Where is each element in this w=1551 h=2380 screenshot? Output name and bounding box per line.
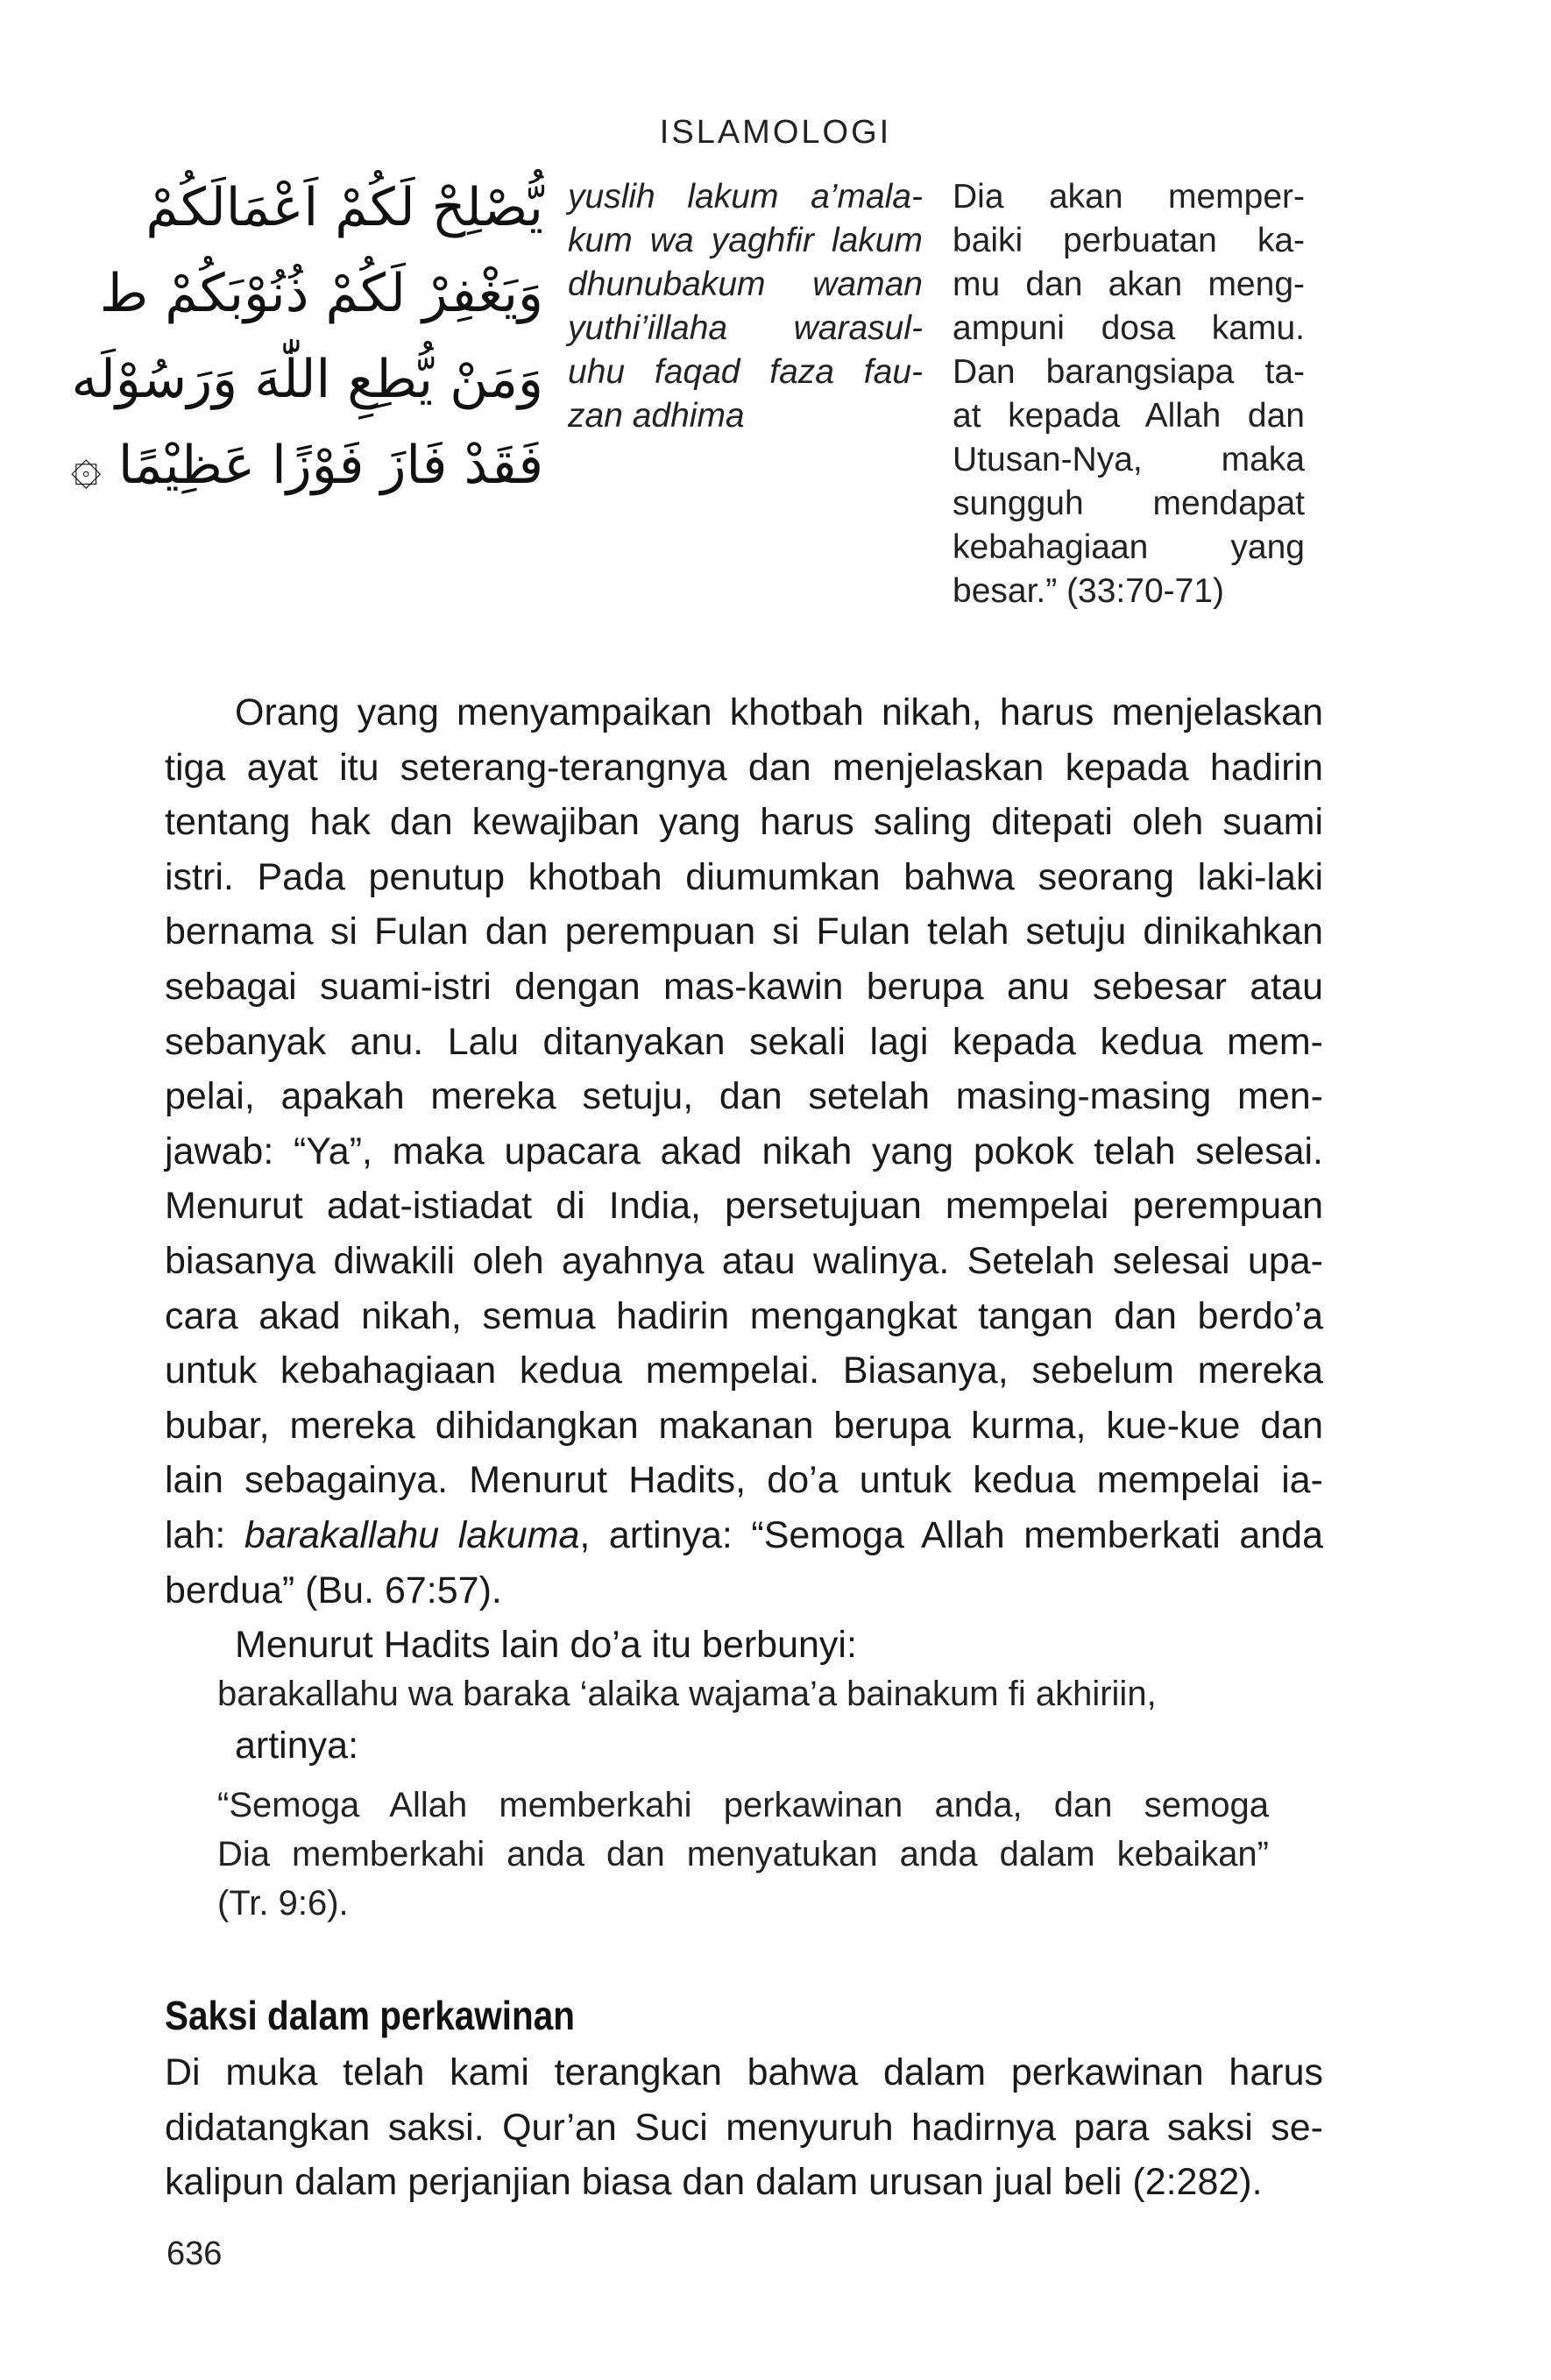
italic-term: barakallahu lakuma: [244, 1513, 580, 1556]
paragraph-line: istri. Pada penutup khotbah diumumkan bahwa seorang laki-laki: [165, 855, 1323, 898]
paragraph-line: Di muka telah kami terangkan bahwa dalam perkawinan harus: [165, 2051, 1323, 2093]
section-heading: Saksi dalam perkawinan: [165, 1993, 575, 2038]
paragraph-line: sebanyak anu. Lalu ditanyakan sekali lagi kepada kedua mem-: [165, 1020, 1323, 1063]
quote-line: (Tr. 9:6).: [217, 1884, 349, 1923]
hadith-quote: [217, 1781, 1269, 1928]
body-paragraph: [165, 685, 1323, 1673]
arabic-verse-line: فَقَدْ فَازَ فَوْزًا عَظِيْمًا ۞: [70, 435, 543, 496]
translation-line: baiki perbuatan ka-: [953, 222, 1305, 259]
transliteration-line: dhunubakum waman: [568, 266, 923, 303]
transliteration-line: uhu faqad faza fau-: [568, 353, 923, 391]
paragraph-line: pelai, apakah mereka setuju, dan setelah masing-masing men-: [165, 1075, 1323, 1118]
paragraph-line: berdua” (Bu. 67:57).: [165, 1569, 502, 1611]
translation-line: besar.” (33:70-71): [953, 572, 1225, 610]
paragraph-line: Menurut adat-istiadat di India, persetujuan mempelai perempuan: [165, 1185, 1323, 1228]
translation-line: kebahagiaan yang: [953, 528, 1305, 566]
artinya-label: artinya:: [235, 1725, 359, 1767]
paragraph-line: sebagai suami-istri dengan mas-kawin berupa anu sebesar atau: [165, 965, 1323, 1008]
translation-line: at kepada Allah dan: [953, 397, 1305, 435]
paragraph-line: tiga ayat itu seterang-terangnya dan menjelaskan kepada hadirin: [165, 746, 1323, 789]
arabic-verse-line: يُّصْلِحْ لَكُمْ اَعْمَالَكُمْ: [145, 177, 543, 238]
hadith-transliteration: barakallahu wa baraka ‘alaika wajama’a bainakum fi akhiriin,: [217, 1675, 1157, 1713]
running-head: ISLAMOLOGI: [659, 114, 892, 151]
paragraph-line: tentang hak dan kewajiban yang harus saling ditepati oleh suami: [165, 801, 1323, 844]
line-suffix: , artinya: “Semoga Allah memberkati anda: [579, 1513, 1324, 1556]
paragraph-line: Menurut Hadits lain do’a itu berbunyi:: [235, 1624, 857, 1667]
translation-line: ampuni dosa kamu.: [953, 309, 1305, 347]
translation-line: Dia akan memper-: [953, 178, 1305, 216]
page-number: 636: [166, 2235, 223, 2272]
paragraph-line: [165, 1508, 1323, 1563]
transliteration-line: zan adhima: [568, 397, 745, 435]
translation-line: Dan barangsiapa ta-: [953, 353, 1305, 391]
translation-line: Utusan-Nya, maka: [953, 441, 1305, 478]
quote-line: “Semoga Allah memberkahi perkawinan anda, dan semoga: [217, 1786, 1269, 1824]
paragraph-line: bernama si Fulan dan perempuan si Fulan telah setuju dinikahkan: [165, 910, 1323, 953]
paragraph-line: cara akad nikah, semua hadirin mengangkat tangan dan berdo’a: [165, 1294, 1323, 1337]
paragraph-line: untuk kebahagiaan kedua mempelai. Biasanya, sebelum mereka: [165, 1349, 1323, 1392]
transliteration-line: yuthi’illaha warasul-: [568, 309, 923, 347]
paragraph-line: jawab: “Ya”, maka upacara akad nikah yang pokok telah selesai.: [165, 1130, 1323, 1172]
section-paragraph: [165, 2045, 1323, 2210]
paragraph-line: lain sebagainya. Menurut Hadits, do’a untuk kedua mempelai ia-: [165, 1459, 1323, 1502]
paragraph-line: bubar, mereka dihidangkan makanan berupa kurma, kue-kue dan: [165, 1404, 1323, 1447]
transliteration-line: yuslih lakum a’mala-: [568, 178, 923, 216]
paragraph-line: didatangkan saksi. Qur’an Suci menyuruh hadirnya para saksi se-: [165, 2106, 1323, 2149]
arabic-verse-line: وَيَغْفِرْ لَكُمْ ذُنُوْبَكُمْ ط: [99, 263, 543, 324]
translation-line: mu dan akan meng-: [953, 266, 1305, 303]
verse-transliteration: [568, 175, 923, 438]
translation-line: sungguh mendapat: [953, 485, 1305, 522]
paragraph-line: kalipun dalam perjanjian biasa dan dalam urusan jual beli (2:282).: [165, 2161, 1263, 2204]
paragraph-line: biasanya diwakili oleh ayahnya atau walinya. Setelah selesai upa-: [165, 1239, 1323, 1282]
paragraph-line: Orang yang menyampaikan khotbah nikah, harus menjelaskan: [235, 691, 1323, 733]
arabic-verse: [70, 165, 543, 508]
quote-line: Dia memberkahi anda dan menyatukan anda dalam kebaikan”: [217, 1835, 1269, 1874]
verse-translation: [953, 175, 1305, 613]
arabic-verse-line: وَمَنْ يُّطِعِ اللّٰهَ وَرَسُوْلَه: [71, 349, 543, 410]
line-prefix: lah:: [165, 1513, 244, 1556]
transliteration-line: kum wa yaghfir lakum: [568, 222, 923, 259]
